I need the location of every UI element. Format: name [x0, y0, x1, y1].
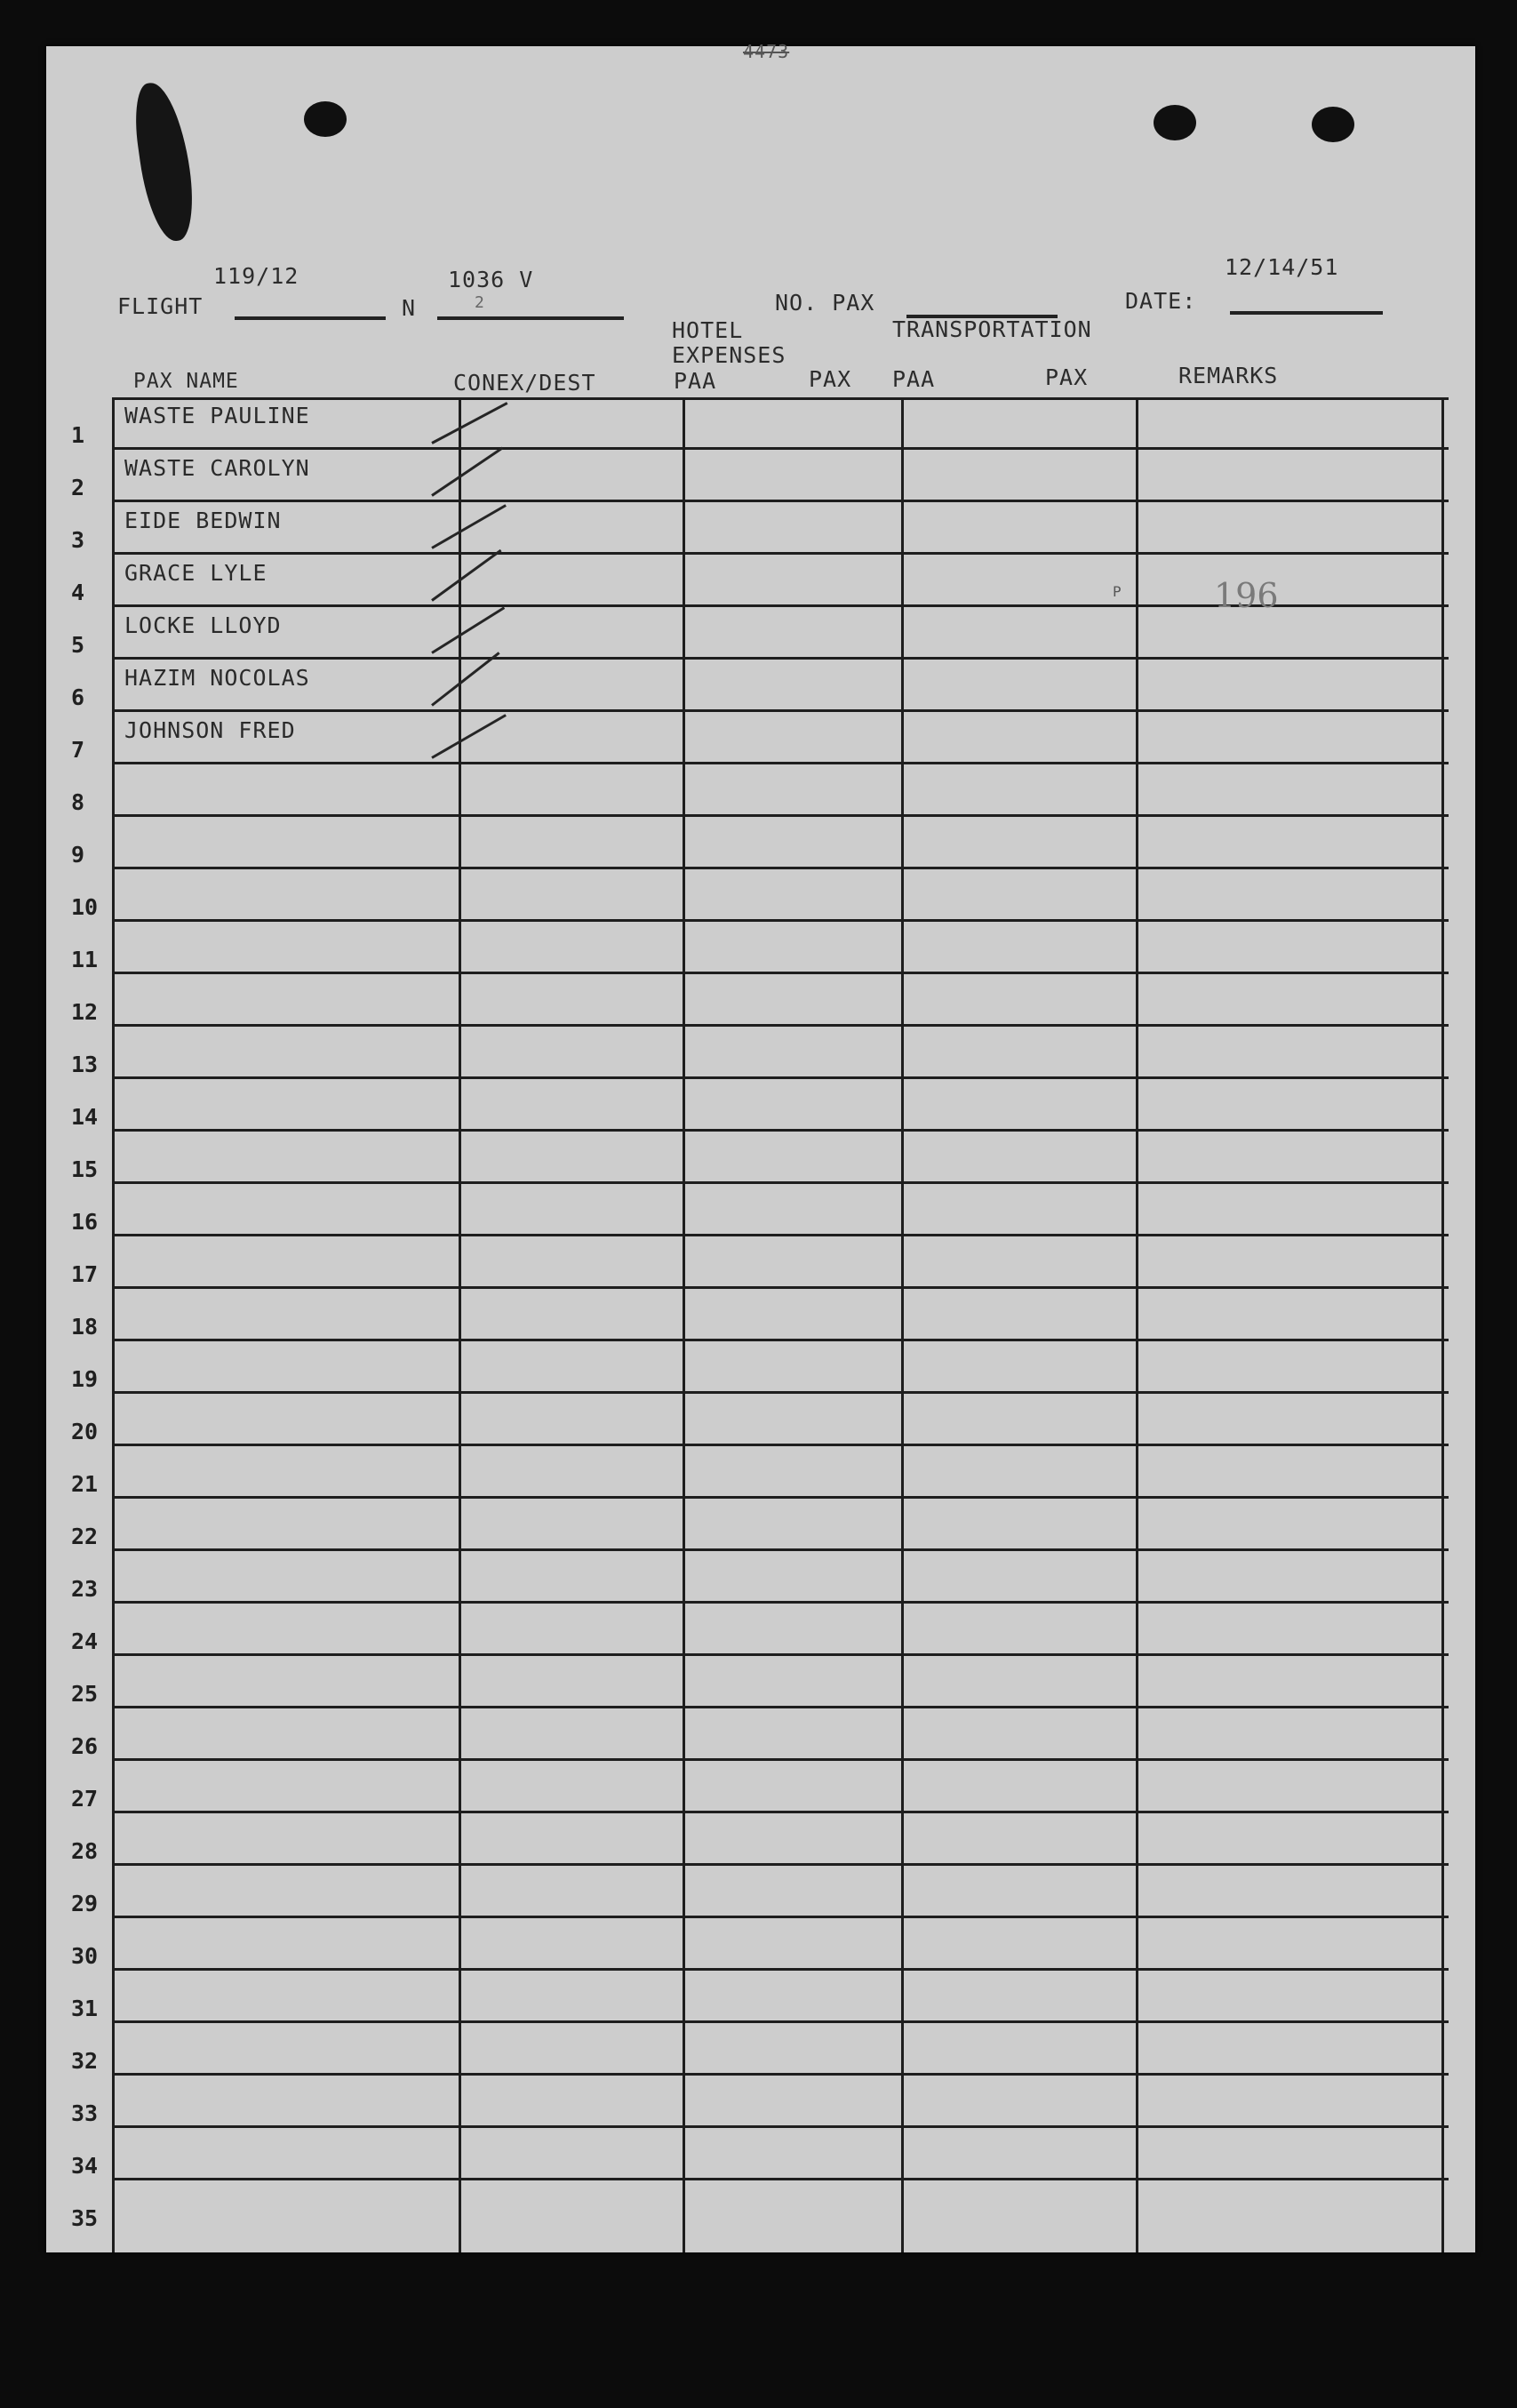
date-value: 12/14/51 — [1225, 254, 1339, 280]
passenger-name: WASTE CAROLYN — [124, 455, 310, 481]
check-mark — [431, 549, 501, 602]
table-row — [71, 2076, 1449, 2128]
col-hotel-expenses: HOTEL EXPENSES — [672, 317, 786, 368]
row-number: 2 — [71, 475, 85, 500]
table-row — [71, 2128, 1449, 2180]
row-number: 1 — [71, 422, 85, 448]
row-number: 11 — [71, 947, 99, 972]
n-value-blank: 2 — [475, 293, 485, 312]
row-number: 9 — [71, 842, 85, 868]
table-row — [71, 1708, 1449, 1761]
table-row — [71, 660, 1449, 712]
punch-hole-left — [304, 101, 347, 137]
row-number: 25 — [71, 1681, 99, 1707]
row-number: 10 — [71, 894, 99, 920]
punch-hole-right — [1312, 107, 1354, 142]
row-number: 29 — [71, 1891, 99, 1916]
check-mark — [431, 714, 507, 759]
table-row — [71, 817, 1449, 869]
table-row — [71, 502, 1449, 555]
row-number: 4 — [71, 580, 85, 605]
table-row — [71, 2180, 1449, 2233]
col-paa-2: PAA — [892, 366, 936, 392]
no-pax-label: NO. PAX — [775, 290, 875, 316]
date-label: DATE: — [1125, 288, 1197, 314]
table-row — [71, 450, 1449, 502]
table-row — [71, 1813, 1449, 1866]
table-row — [71, 1236, 1449, 1289]
table-row — [71, 1394, 1449, 1446]
manifest-sheet — [46, 41, 1475, 2252]
check-mark — [431, 402, 507, 444]
row-number: 33 — [71, 2100, 99, 2126]
table-row — [71, 974, 1449, 1027]
table-row — [71, 1656, 1449, 1708]
check-mark — [431, 447, 503, 497]
row-number: 19 — [71, 1366, 99, 1392]
row-number: 30 — [71, 1943, 99, 1969]
flight-value: 119/12 — [213, 263, 299, 289]
table-row — [71, 2023, 1449, 2076]
check-mark — [431, 652, 499, 706]
table-row — [71, 1604, 1449, 1656]
col-remarks: REMARKS — [1178, 363, 1279, 388]
row-number: 31 — [71, 1996, 99, 2021]
col-pax-name: PAX NAME — [133, 370, 239, 393]
date-blank — [1230, 311, 1383, 315]
passenger-name: WASTE PAULINE — [124, 403, 310, 428]
table-row — [71, 1499, 1449, 1551]
table-row — [71, 1341, 1449, 1394]
table-row — [71, 764, 1449, 817]
table-row — [71, 869, 1449, 922]
table-row — [71, 1551, 1449, 1604]
check-mark — [431, 606, 505, 653]
row-number: 16 — [71, 1209, 99, 1235]
n-blank — [437, 316, 624, 320]
col-paa-1: PAA — [674, 368, 717, 394]
punch-hole-center — [1154, 105, 1196, 140]
table-row — [71, 1289, 1449, 1341]
row-number: 18 — [71, 1314, 99, 1340]
table-row — [71, 1446, 1449, 1499]
col-conex-dest: CONEX/DEST — [453, 370, 596, 396]
flight-label: FLIGHT — [117, 293, 204, 319]
row-number: 32 — [71, 2048, 99, 2074]
row-number: 22 — [71, 1524, 99, 1549]
table-row — [71, 397, 1449, 450]
row-number: 12 — [71, 999, 99, 1025]
row-number: 6 — [71, 684, 85, 710]
row-number: 26 — [71, 1733, 99, 1759]
passenger-name: JOHNSON FRED — [124, 717, 296, 743]
table-row — [71, 1866, 1449, 1918]
passenger-name: LOCKE LLOYD — [124, 612, 282, 638]
table-row — [71, 922, 1449, 974]
row-number: 7 — [71, 737, 85, 763]
row-number: 34 — [71, 2153, 99, 2179]
table-row — [71, 1761, 1449, 1813]
row-number: 24 — [71, 1628, 99, 1654]
col-pax-1: PAX — [809, 366, 852, 392]
row-number: 23 — [71, 1576, 99, 1602]
ink-blot — [130, 79, 200, 244]
archive-mark: 4473 — [743, 41, 790, 62]
row-number: 14 — [71, 1104, 99, 1130]
table-row — [71, 1027, 1449, 1079]
table-row — [71, 1918, 1449, 1971]
col-pax-2: PAX — [1045, 364, 1089, 390]
row-number: 15 — [71, 1156, 99, 1182]
check-mark — [431, 504, 507, 549]
flight-blank — [235, 316, 386, 320]
passenger-name: EIDE BEDWIN — [124, 508, 282, 533]
row-number: 5 — [71, 632, 85, 658]
stamp-mark: P — [1113, 583, 1122, 600]
row-number: 27 — [71, 1786, 99, 1812]
row-number: 20 — [71, 1419, 99, 1444]
table-row — [71, 1971, 1449, 2023]
table-row — [71, 1079, 1449, 1132]
row-number: 8 — [71, 789, 85, 815]
stamp-number: 196 — [1214, 576, 1279, 615]
col-transportation: TRANSPORTATION — [892, 316, 1092, 342]
row-number: 17 — [71, 1261, 99, 1287]
passenger-name: GRACE LYLE — [124, 560, 267, 586]
row-number: 28 — [71, 1838, 99, 1864]
passenger-name: HAZIM NOCOLAS — [124, 665, 310, 691]
row-number: 21 — [71, 1471, 99, 1497]
n-label: N — [402, 295, 417, 321]
table-row — [71, 712, 1449, 764]
table-row — [71, 1184, 1449, 1236]
row-number: 13 — [71, 1052, 99, 1077]
n-value-top: 1036 V — [448, 267, 534, 292]
manifest-table — [71, 397, 1449, 2252]
table-row — [71, 1132, 1449, 1184]
row-number: 3 — [71, 527, 85, 553]
row-number: 35 — [71, 2205, 99, 2231]
